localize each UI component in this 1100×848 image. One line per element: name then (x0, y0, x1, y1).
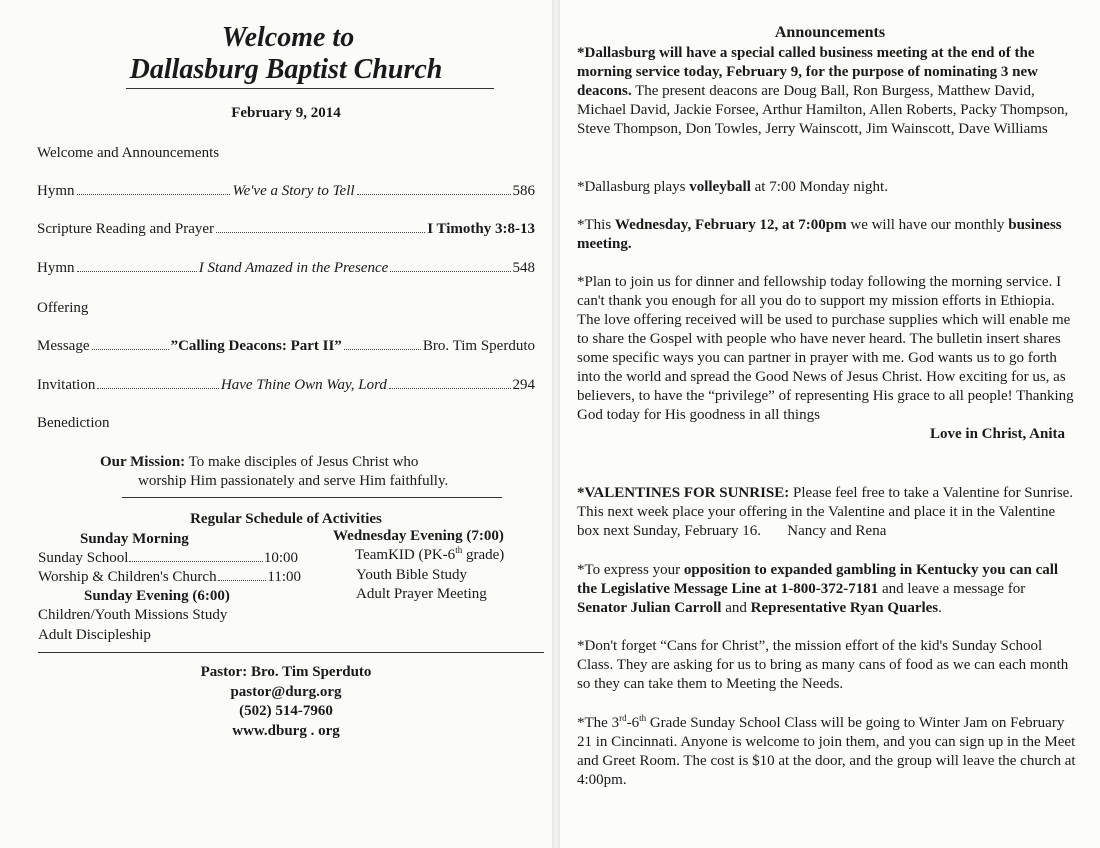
gambling-end: . (938, 600, 942, 616)
teamkid-text: TeamKID (PK-6 (355, 547, 456, 563)
invitation-number: 294 (512, 377, 535, 393)
leader-dots (77, 194, 231, 195)
mission-rule (122, 497, 502, 498)
leader-dots (218, 580, 267, 581)
worship-label: Worship & Children's Church (38, 569, 217, 585)
welcome-title: Welcome to (221, 22, 355, 53)
pastor-name: Pastor: Bro. Tim Sperduto (200, 664, 372, 680)
announcement-cans (577, 637, 1077, 694)
pastor-email: pastor@durg.org (230, 684, 342, 700)
hymn-label: Hymn (37, 183, 75, 199)
invitation-title: Have Thine Own Way, Lord (220, 377, 387, 393)
announcements-title: Announcements (774, 24, 886, 41)
valentines-heading: *VALENTINES FOR SUNRISE: (577, 485, 790, 501)
announcement-volleyball (577, 178, 1077, 197)
youth-bible-study: Youth Bible Study (356, 567, 468, 583)
schedule-title: Regular Schedule of Activities (190, 511, 382, 527)
service-date: February 9, 2014 (231, 105, 341, 121)
winterjam-mid: -6 (626, 715, 640, 731)
page-fold (552, 0, 560, 848)
volleyball-pre: *Dallasburg plays (577, 179, 690, 195)
business-date-bold: Wednesday, February 12, at 7:00pm (614, 217, 847, 233)
gambling-bold: opposition to expanded gambling in Kentucky you can call the Legislative Message Line at 1-800-372-7181 (577, 562, 1059, 597)
ethiopia-text: *Plan to join us for dinner and fellowship today following the morning service. I can't thank you enough for all you do to support my mission efforts in Ethiopia. The love offering received will be used to purchase supplies which will enable me to share the Gospel with people who have never heard. The bulletin insert shares some specific ways you can partner in prayer with me. God wants us to go forth into the world and spread the Good News of Jesus Christ. How exciting for us, as believers, to have the “privilege” of representing His grace to all people! Thanking God today for His goodness in all things (577, 274, 1074, 423)
message-title: ”Calling Deacons: Part II” (170, 338, 342, 354)
mission-label: Our Mission: (100, 454, 186, 470)
volleyball-bold: volleyball (689, 179, 751, 195)
order-invitation (37, 377, 535, 394)
hymn-title: We've a Story to Tell (232, 183, 355, 199)
teamkid-post: grade) (462, 547, 505, 563)
announcement-winter-jam (577, 714, 1077, 790)
order-hymn-1 (37, 183, 535, 200)
business-pre: *This (577, 217, 615, 233)
teamkid-sup: th (455, 545, 463, 555)
leader-dots (97, 388, 219, 389)
announcement-valentines (577, 484, 1077, 541)
cans-text: *Don't forget “Cans for Christ”, the mission effort of the kid's Sunday School Class. They are asking for us to bring as many cans of food as we can each month so they can take them to Meeting the Needs. (577, 638, 1069, 692)
church-website: www.dburg . org (232, 723, 340, 739)
sunday-school-time: 10:00 (263, 550, 298, 566)
leader-dots (390, 271, 510, 272)
pastor-phone: (502) 514-7960 (239, 703, 333, 719)
representative-name: Representative Ryan Quarles (750, 600, 939, 616)
scripture-label: Scripture Reading and Prayer (37, 221, 215, 237)
sunday-evening-heading: Sunday Evening (6:00) (84, 588, 230, 604)
leader-dots (92, 349, 169, 350)
invitation-label: Invitation (37, 377, 96, 393)
hymn-title: I Stand Amazed in the Presence (198, 260, 389, 276)
sunday-school-row (38, 550, 298, 567)
sunday-school-label: Sunday School (38, 550, 129, 566)
mission-line-2: worship Him passionately and serve Him faithfully. (138, 473, 449, 489)
announcement-deacons (577, 44, 1077, 139)
teamkid-item (355, 547, 504, 564)
leader-dots (389, 388, 511, 389)
message-label: Message (37, 338, 90, 354)
announcement-gambling (577, 561, 1077, 618)
mission-statement (100, 453, 520, 491)
winterjam-sup1: rd (619, 713, 627, 723)
leader-dots (216, 232, 425, 233)
leader-dots (357, 194, 511, 195)
schedule-rule (38, 652, 544, 653)
winterjam-sup2: th (639, 713, 647, 723)
hymn-number: 548 (512, 260, 536, 276)
sunday-morning-heading: Sunday Morning (80, 531, 189, 547)
senator-name: Senator Julian Carroll (577, 600, 722, 616)
winterjam-text: Grade Sunday School Class will be going to Winter Jam on February 21 in Cincinnati. Anyone is welcome to join them, and you can sign up in the Meet and Greet Room. The cost is $10 at the door, and the group will leave the church at 4:00pm. (577, 715, 1076, 788)
valentines-text: Please feel free to take a Valentine for Sunrise. This next week place your offering in the Valentine and place it in the Valentine box next Sunday, February 16. (577, 485, 1074, 539)
wednesday-heading: Wednesday Evening (7:00) (333, 528, 504, 544)
order-hymn-2 (37, 260, 535, 277)
business-meeting-bold: business meeting. (577, 217, 1062, 252)
scripture-ref: I Timothy 3:8-13 (427, 221, 535, 237)
leader-dots (77, 271, 197, 272)
children-youth-study: Children/Youth Missions Study (38, 607, 228, 623)
gambling-mid: and leave a message for (878, 581, 1026, 597)
gambling-pre: *To express your (577, 562, 684, 578)
title-rule (126, 88, 494, 89)
valentines-sign: Nancy and Rena (787, 523, 887, 539)
church-title: Dallasburg Baptist Church (129, 54, 443, 85)
deacons-list: The present deacons are Doug Ball, Ron Burgess, Matthew David, Michael David, Jackie Forsee, Arthur Hamilton, Allen Roberts, Packy Thompson, Steve Thompson, Don Towles, Jerry Wainscott, Jim Wainscott, Dave Williams (577, 83, 1069, 137)
order-welcome: Welcome and Announcements (37, 145, 220, 161)
ethiopia-signature: Love in Christ, Anita (929, 426, 1065, 442)
winterjam-pre: *The 3 (577, 715, 620, 731)
deacons-meeting-bold: *Dallasburg will have a special called business meeting at the end of the morning service today, February 9, for the purpose of nominating 3 new deacons. (577, 45, 1038, 99)
order-benediction: Benediction (37, 415, 110, 431)
business-mid: we will have our monthly (846, 217, 1009, 233)
order-scripture (37, 221, 535, 238)
order-offering: Offering (37, 300, 89, 316)
gambling-and: and (721, 600, 751, 616)
leader-dots (344, 349, 421, 350)
adult-prayer-meeting: Adult Prayer Meeting (356, 586, 487, 602)
announcement-ethiopia (577, 273, 1077, 444)
worship-time: 11:00 (267, 569, 301, 585)
message-speaker: Bro. Tim Sperduto (422, 338, 535, 354)
volleyball-post: at 7:00 Monday night. (750, 179, 888, 195)
hymn-number: 586 (512, 183, 535, 199)
mission-line-1: To make disciples of Jesus Christ who (188, 454, 419, 470)
leader-dots (129, 561, 262, 562)
hymn-label: Hymn (37, 260, 75, 276)
order-message (37, 338, 535, 355)
announcement-business-meeting (577, 216, 1077, 254)
adult-discipleship: Adult Discipleship (38, 627, 151, 643)
worship-row (38, 569, 301, 586)
